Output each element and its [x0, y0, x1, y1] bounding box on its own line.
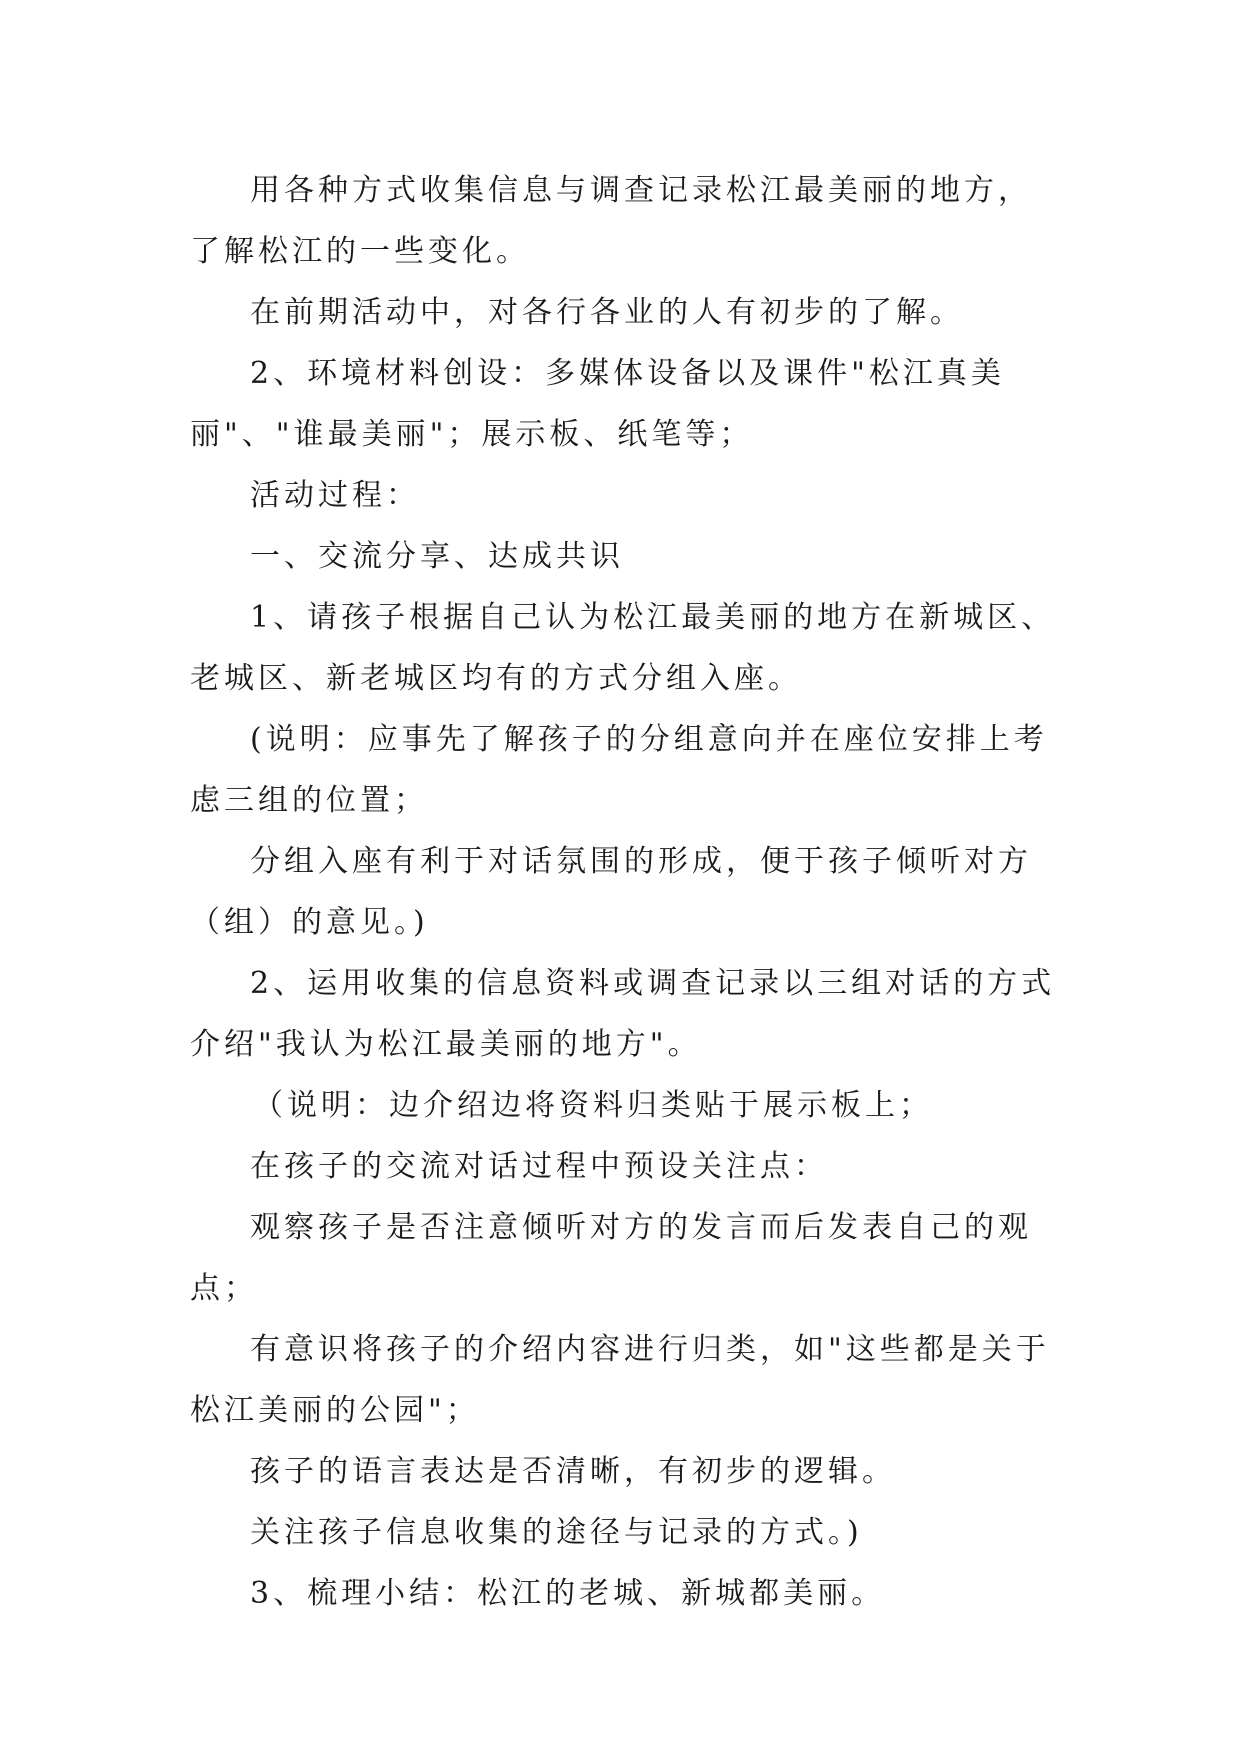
paragraph: 2、环境材料创设：多媒体设备以及课件"松江真美丽"、"谁最美丽"；展示板、纸笔等；	[190, 356, 1005, 452]
paragraph: 分组入座有利于对话氛围的形成，便于孩子倾听对方（组）的意见。)	[190, 844, 1032, 940]
paragraph: 在孩子的交流对话过程中预设关注点：	[250, 1149, 828, 1184]
paragraph: 观察孩子是否注意倾听对方的发言而后发表自己的观点；	[190, 1210, 1032, 1306]
paragraph: 活动过程：	[250, 478, 420, 513]
paragraph: （说明：边介绍边将资料归类贴于展示板上；	[253, 1088, 933, 1123]
paragraph: 3、梳理小结：松江的老城、新城都美丽。	[250, 1576, 886, 1611]
paragraph: 关注孩子信息收集的途径与记录的方式。)	[250, 1515, 863, 1550]
paragraph: 孩子的语言表达是否清晰，有初步的逻辑。	[250, 1454, 896, 1489]
paragraph: 2、运用收集的信息资料或调查记录以三组对话的方式介绍"我认为松江最美丽的地方"。	[190, 966, 1056, 1062]
paragraph: 在前期活动中，对各行各业的人有初步的了解。	[250, 295, 964, 330]
paragraph: 用各种方式收集信息与调查记录松江最美丽的地方，了解松江的一些变化。	[190, 173, 1032, 269]
paragraph: (说明：应事先了解孩子的分组意向并在座位安排上考虑三组的位置；	[190, 722, 1048, 818]
paragraph: 1、请孩子根据自己认为松江最美丽的地方在新城区、老城区、新老城区均有的方式分组入座。	[190, 600, 1056, 696]
document-body	[190, 160, 1060, 1624]
paragraph: 有意识将孩子的介绍内容进行归类，如"这些都是关于松江美丽的公园"；	[190, 1332, 1050, 1428]
paragraph: 一、交流分享、达成共识	[250, 539, 624, 574]
